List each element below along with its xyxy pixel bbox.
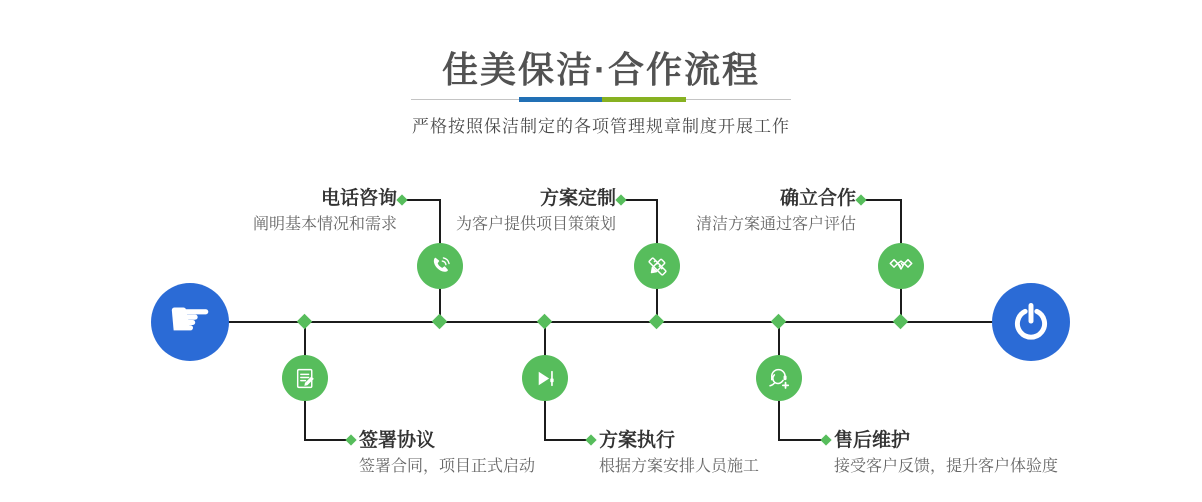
- connector-hstub: [305, 439, 347, 441]
- step-node-phone: [417, 243, 463, 289]
- step-title: 电话咨询: [320, 188, 397, 209]
- connector-hstub: [863, 199, 901, 201]
- timeline-end-node: [992, 283, 1070, 361]
- step-node-aftersales: [756, 355, 802, 401]
- step-node-plan-design: [634, 243, 680, 289]
- junction-diamond: [432, 314, 448, 330]
- title-divider: [411, 97, 791, 102]
- label-diamond: [585, 434, 596, 445]
- step-aftersales-maintain: [834, 428, 1058, 477]
- connector-hstub: [545, 439, 587, 441]
- page-subtitle: 严格按照保洁制定的各项管理规章制度开展工作: [412, 117, 790, 136]
- step-desc: 为客户提供项目策策划: [455, 216, 616, 233]
- junction-diamond: [649, 314, 665, 330]
- page-title: 佳美保洁·合作流程: [442, 49, 760, 90]
- step-desc: 清洁方案通过客户评估: [695, 216, 856, 233]
- divider-green-segment: [602, 97, 686, 102]
- step-title: 签署协议: [359, 430, 436, 451]
- step-node-contract: [282, 355, 328, 401]
- step-node-execute: [522, 355, 568, 401]
- label-diamond: [345, 434, 356, 445]
- step-desc: 阐明基本情况和需求: [252, 216, 397, 233]
- divider-blue-segment: [519, 97, 602, 102]
- step-title: 方案定制: [539, 188, 616, 209]
- label-diamond: [615, 194, 626, 205]
- step-sign-agreement: [359, 428, 535, 477]
- handshake-icon: [887, 252, 915, 280]
- step-plan-execute: [599, 428, 759, 477]
- connector-hstub: [623, 199, 657, 201]
- junction-diamond: [297, 314, 313, 330]
- label-diamond: [855, 194, 866, 205]
- label-diamond: [820, 434, 831, 445]
- junction-diamond: [771, 314, 787, 330]
- pencil-ruler-icon: [644, 253, 671, 280]
- step-node-handshake: [878, 243, 924, 289]
- step-title: 方案执行: [599, 430, 676, 451]
- pointing-hand-icon: ☛: [167, 290, 213, 348]
- step-confirm-cooperation: [696, 186, 856, 235]
- headset-plus-icon: [765, 364, 793, 392]
- step-title: 售后维护: [834, 430, 911, 451]
- connector-hstub: [404, 199, 440, 201]
- timeline-start-node: [151, 283, 229, 361]
- step-title: 确立合作: [779, 188, 856, 209]
- contract-icon: [293, 366, 318, 391]
- step-desc: 根据方案安排人员施工: [599, 458, 760, 475]
- phone-icon: [427, 253, 454, 280]
- connector-hstub: [779, 439, 822, 441]
- step-desc: 签署合同，项目正式启动: [359, 458, 536, 475]
- junction-diamond: [537, 314, 553, 330]
- step-phone-consult: [253, 186, 397, 235]
- label-diamond: [396, 194, 407, 205]
- step-desc: 接受客户反馈，提升客户体验度: [834, 458, 1059, 475]
- play-icon: [533, 366, 558, 391]
- junction-diamond: [893, 314, 909, 330]
- step-plan-design: [456, 186, 616, 235]
- power-icon: [1009, 300, 1053, 344]
